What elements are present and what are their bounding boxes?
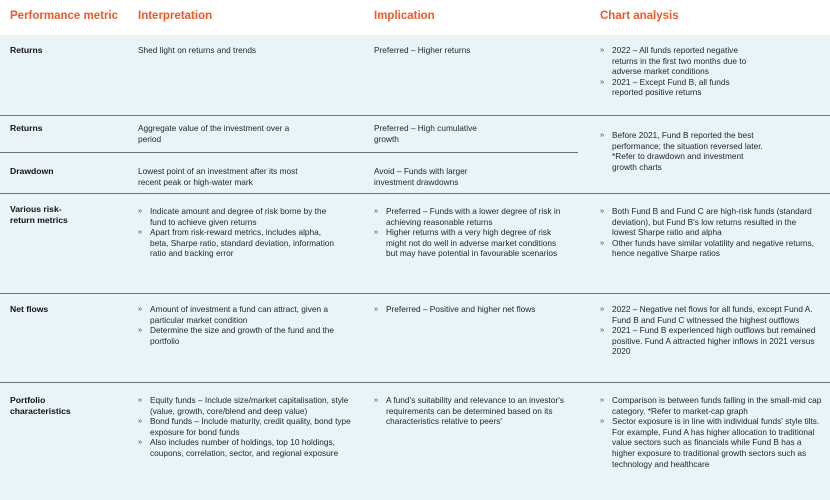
- row-metric: Returns: [10, 123, 43, 133]
- list-item: » 2021 – Except Fund B, all funds reported positive returns: [600, 77, 762, 98]
- list-item: » A fund's suitability and relevance to an investor's requirements can be determined based on its characteristics relative to peers': [374, 395, 574, 427]
- list-item: » Apart from risk-reward metrics, includes alpha, beta, Sharpe ratio, standard deviation, information ratio and tracking error: [138, 227, 338, 259]
- table-row: [0, 35, 830, 115]
- row-implication: Preferred – Higher returns: [374, 45, 471, 55]
- list-item: » Both Fund B and Fund C are high-risk funds (standard deviation), but Fund B's low returns resulted in the lowest Sharpe ratio and alpha: [600, 206, 822, 238]
- row-interpretation: Shed light on returns and trends: [138, 45, 257, 55]
- row-metric: Net flows: [10, 304, 49, 314]
- list-item: » Bond funds – Include maturity, credit quality, bond type exposure for bond funds: [138, 416, 356, 437]
- list-item: » Preferred – Funds with a lower degree of risk in achieving reasonable returns: [374, 206, 564, 227]
- list-item: » Other funds have similar volatility and negative returns, hence negative Sharpe ratios: [600, 238, 822, 259]
- list-item: » 2021 – Fund B experienced high outflows but remained positive. Fund A attracted higher inflows in 2021 versus 2020: [600, 325, 822, 357]
- list-item: » Determine the size and growth of the fund and the portfolio: [138, 325, 338, 346]
- row-divider: [0, 152, 578, 153]
- table-row-group: [0, 116, 830, 193]
- table-row: [0, 194, 830, 293]
- row-analysis: [600, 304, 822, 357]
- list-item: » Also includes number of holdings, top 10 holdings, coupons, correlation, sector, and regional exposure: [138, 437, 356, 458]
- row-interpretation: [138, 304, 338, 346]
- row-implication: Preferred – High cumulative growth: [374, 123, 477, 144]
- table-row: [0, 294, 830, 382]
- list-item: » Comparison is between funds falling in the small-mid cap category. *Refer to market-cap graph: [600, 395, 826, 416]
- row-analysis: [600, 45, 762, 98]
- header-interpretation: Interpretation: [138, 10, 213, 22]
- list-item: » Sector exposure is in line with individual funds' style tilts. For example, Fund A has higher allocation to traditional value sectors such as financials while Fund B has a higher exposure to traditional growth sectors such as technology and healthcare: [600, 416, 826, 469]
- row-implication: [374, 206, 564, 259]
- list-item: » Amount of investment a fund can attract, given a particular market condition: [138, 304, 338, 325]
- row-implication: Avoid – Funds with larger investment drawdowns: [374, 166, 468, 187]
- list-item: » 2022 – Negative net flows for all funds, except Fund A. Fund B and Fund C witnessed the highest outflows: [600, 304, 822, 325]
- row-metric: Portfolio characteristics: [10, 395, 71, 416]
- row-analysis: [600, 206, 822, 259]
- header-performance-metric: Performance metric: [10, 10, 119, 22]
- row-implication: [374, 304, 566, 315]
- list-item: » Indicate amount and degree of risk borne by the fund to achieve given returns: [138, 206, 338, 227]
- table-row: [0, 383, 830, 500]
- table-header: [0, 0, 830, 35]
- list-item: » 2022 – All funds reported negative returns in the first two months due to adverse market conditions: [600, 45, 762, 77]
- row-implication: [374, 395, 574, 427]
- list-item: » Preferred – Positive and higher net flows: [374, 304, 566, 315]
- row-interpretation: Aggregate value of the investment over a period: [138, 123, 290, 144]
- row-interpretation: Lowest point of an investment after its most recent peak or high-water mark: [138, 166, 298, 187]
- row-analysis: [600, 130, 768, 172]
- row-analysis: [600, 395, 826, 469]
- list-item: » Equity funds – Include size/market capitalisation, style (value, growth, core/blend and deep value): [138, 395, 356, 416]
- header-chart-analysis: Chart analysis: [600, 10, 679, 22]
- list-item: » Higher returns with a very high degree of risk might not do well in adverse market conditions but may have potential in favourable scenarios: [374, 227, 564, 259]
- row-interpretation: [138, 395, 356, 459]
- row-metric: Drawdown: [10, 166, 54, 176]
- row-metric: Various risk-return metrics: [10, 204, 68, 225]
- row-metric: Returns: [10, 45, 43, 55]
- list-item: » Before 2021, Fund B reported the best performance; the situation reversed later. *Refer to drawdown and investment growth charts: [600, 130, 768, 172]
- header-implication: Implication: [374, 10, 435, 22]
- row-interpretation: [138, 206, 338, 259]
